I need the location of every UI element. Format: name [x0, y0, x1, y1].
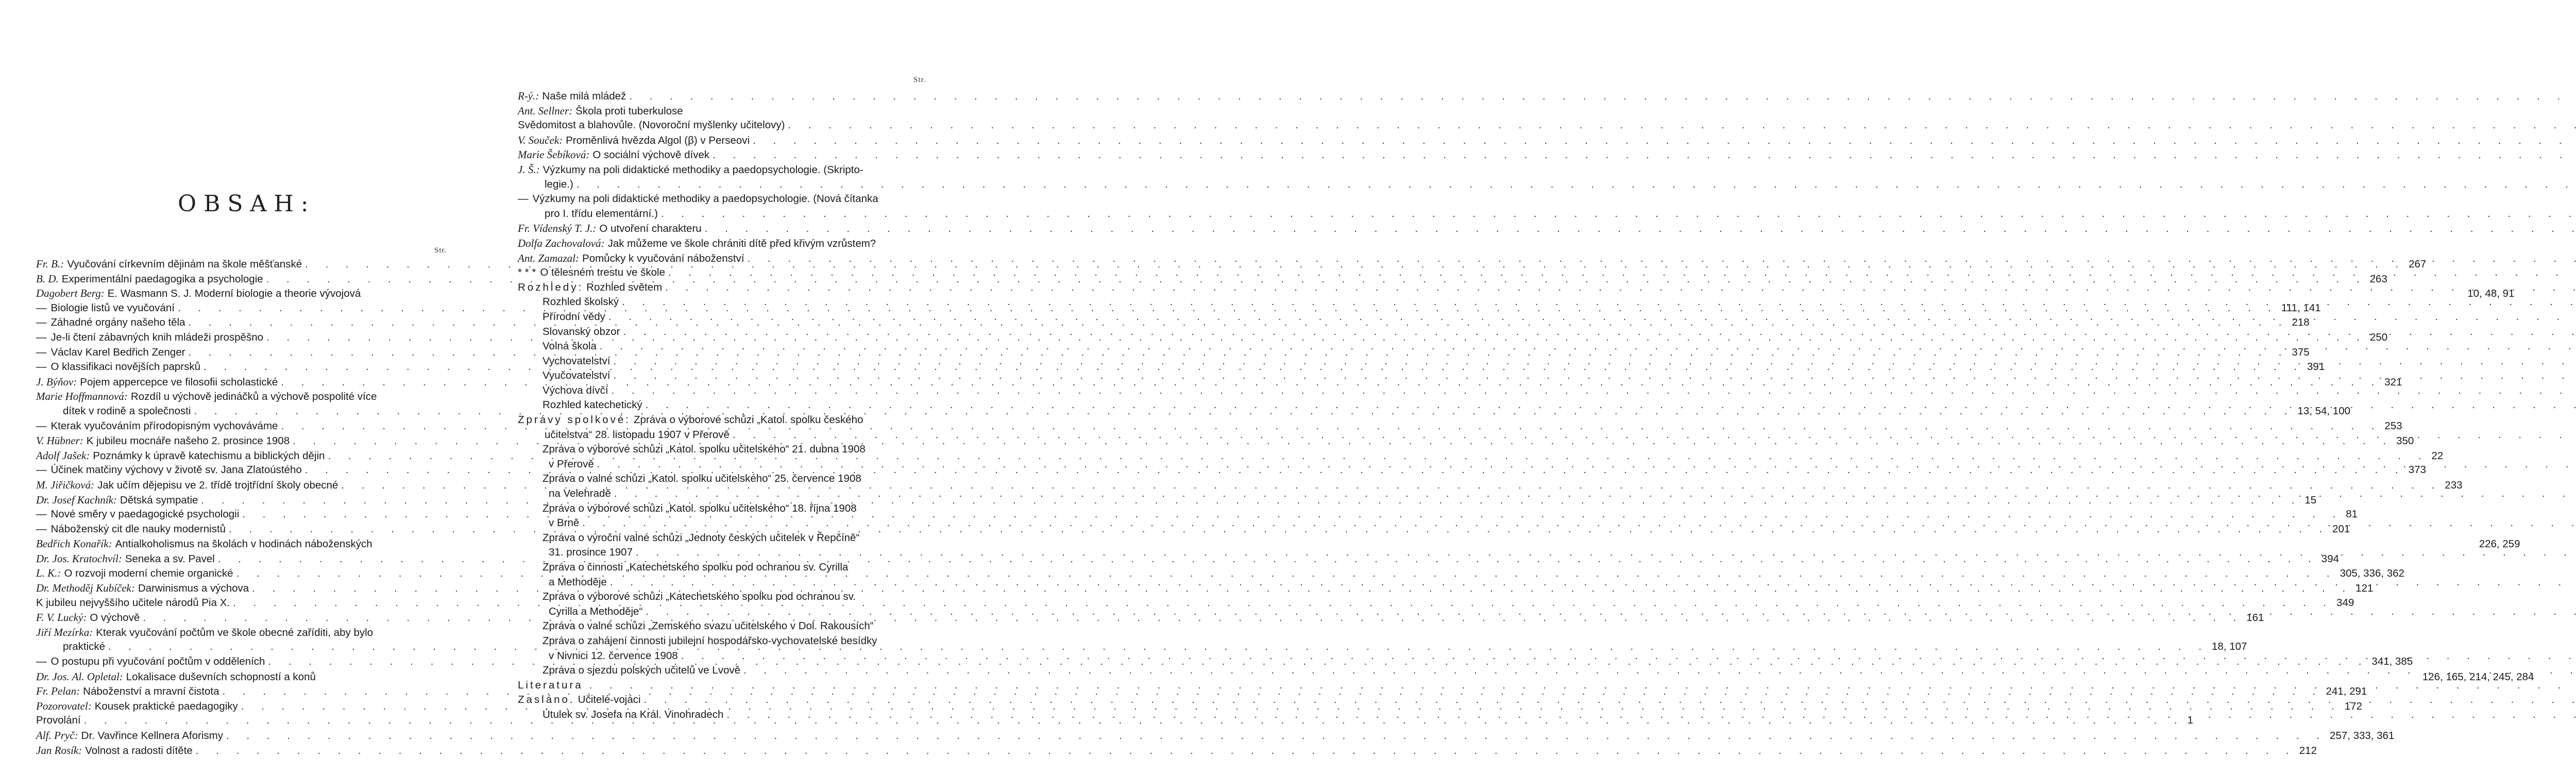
toc-title: Darwinismus a výchova [138, 582, 249, 595]
toc-title: Provolání [36, 714, 81, 727]
toc-leader [726, 708, 2576, 722]
toc-entry-line [518, 649, 936, 664]
toc-title-continued: v Nivnici 12. července 1908 [549, 649, 678, 662]
toc-entry-line [518, 604, 936, 619]
toc-author: * * * [518, 266, 536, 279]
toc-pages: 18, 107 [2212, 641, 2247, 653]
toc-author: — [36, 523, 47, 535]
toc-title: Volná škola [543, 340, 597, 352]
toc-leader [608, 310, 2576, 325]
toc-title: Učitelé-vojáci [578, 694, 641, 706]
toc-title: O klassifikaci novějších paprsků [50, 361, 201, 373]
toc-leader [636, 545, 2576, 560]
toc-author: V. Hübner: [36, 434, 83, 447]
toc-entry-line [518, 251, 2576, 266]
toc-pages: 321 [2384, 376, 2402, 388]
toc-pages: 241, 291 [2326, 685, 2367, 698]
toc-author: Ant. Zamazal: [518, 251, 580, 264]
toc-title: Výzkumy na poli didaktické methodiky a paedopsychologie. (Nová čítanka [532, 193, 878, 205]
toc-title-continued: Cyrilla a Methoděje“ [549, 605, 643, 617]
toc-title: Václav Karel Bedřich Zenger [50, 346, 185, 358]
toc-entry [518, 295, 936, 310]
toc-entry-line [518, 383, 2576, 398]
toc-author: — [36, 361, 47, 373]
toc-pages: 201 [2332, 523, 2350, 535]
toc-title: Zpráva o činnosti „Katechetského spolku pod ochranou sv. Cyrilla [543, 561, 849, 573]
toc-section-name: Rozhledy: [518, 281, 584, 293]
toc-title: Zpráva o valné schůzi „Katol. spolku učitelského“ 25. července 1908 [543, 473, 861, 485]
toc-title: Proměnlivá hvězda Algol (β) v Perseovi [566, 134, 750, 146]
toc-title: Jak učím dějepisu ve 2. třídě trojtřídní školy obecné [97, 479, 338, 491]
toc-leader [614, 486, 2576, 501]
toc-leader [713, 148, 2576, 163]
toc-author: Bedřich Konařík: [36, 537, 112, 550]
toc-entry-line [518, 472, 936, 486]
toc-title-continued: v Přerově [549, 458, 594, 470]
toc-title-continued: učitelstva“ 28. listopadu 1907 v Přerově [545, 428, 730, 441]
toc-entry-line [518, 501, 936, 516]
toc-author: Alf. Pryč: [36, 729, 78, 742]
toc-entry-line [518, 177, 936, 192]
toc-author: J. Š.: [518, 163, 540, 176]
toc-entry-line [518, 693, 2576, 708]
toc-title-continued: pro I. třídu elementární.) [545, 207, 658, 220]
toc-entry [518, 619, 936, 634]
toc-author: Fr. B.: [36, 258, 64, 270]
toc-title: Zpráva o výroční valné schůzi „Jednoty českých učitelek v Řepčíně“ [543, 531, 860, 544]
toc-title: Kousek praktické paedagogiky [94, 700, 238, 712]
toc-title: Zpráva o výborové schůzi „Katol. spolku učitelského“ 21. dubna 1908 [543, 443, 866, 456]
toc-pages: 13, 54, 100 [2297, 405, 2351, 417]
toc-entry-line [518, 619, 2576, 634]
toc-entry-line [518, 575, 936, 590]
toc-title: Pomůcky k vyučování náboženství [582, 252, 744, 264]
toc-pages: 10, 48, 91 [2467, 288, 2515, 300]
toc-author: Dr. Josef Kachník: [36, 493, 117, 506]
toc-leader [613, 354, 2576, 369]
toc-entry [518, 339, 936, 354]
toc-entry-line [518, 147, 2576, 162]
toc-entry-line [518, 708, 2576, 722]
toc-title: O tělesném trestu ve škole [540, 266, 666, 279]
toc-title: Zpráva o valné schůzi „Zemského svazu učitelského v Dol. Rakousích“ [543, 620, 874, 632]
toc-title: Vychovatelství [543, 355, 611, 367]
toc-title: Slovanský obzor [543, 325, 620, 338]
toc-leader [582, 516, 2576, 531]
toc-entry [518, 221, 936, 236]
toc-entry-line [518, 442, 936, 457]
toc-entry [518, 708, 936, 722]
toc-entry [518, 678, 936, 693]
toc-entry-line [518, 236, 2576, 251]
toc-title: Kterak vyučování počtům ve škole obecné zaříditi, aby bylo [96, 626, 374, 638]
toc-pages: 263 [2369, 273, 2387, 285]
toc-pages: 212 [2299, 744, 2317, 757]
toc-entry [518, 325, 936, 340]
toc-pages: 111, 141 [2281, 301, 2321, 314]
toc-title: Zpráva o výborové schůzi „Katechetského spolku pod ochranou sv. [543, 591, 856, 603]
toc-title: Zpráva o zahájení činnosti jubilejní hospodářsko-vychovatelské besídky [543, 634, 877, 647]
toc-title-continued: 31. prosince 1907 [549, 546, 633, 559]
toc-title: Škola proti tuberkulose [575, 105, 683, 117]
toc-entry-line [518, 339, 2576, 354]
toc-entry-line [36, 728, 2394, 743]
toc-entry [518, 251, 936, 266]
toc-title: Zpráva o výborové schůzi „Katol. spolku učitelského“ 18. října 1908 [543, 502, 857, 514]
toc-leader [705, 222, 2576, 237]
toc-leader [661, 207, 2576, 222]
toc-pages: 15 [2304, 494, 2317, 506]
toc-title: Útulek sv. Josefa na Král. Vinohradech [543, 708, 724, 720]
toc-title: Rozhled světem [586, 281, 663, 293]
toc-entry-line [518, 133, 2576, 148]
toc-entry-line [518, 368, 2576, 383]
toc-leader [613, 368, 2576, 383]
toc-entry [518, 634, 936, 663]
toc-leader [622, 295, 2576, 310]
toc-leader [600, 339, 2576, 354]
toc-title: Zpráva o výborové schůzi „Katol. spolku českého [633, 414, 863, 426]
toc-entry-line [518, 104, 2576, 119]
toc-leader [589, 678, 2576, 693]
toc-entry [518, 368, 936, 383]
toc-pages: 126, 165, 214, 245, 284 [2422, 670, 2534, 683]
toc-leader [665, 280, 2576, 295]
toc-entry-line [518, 545, 936, 560]
toc-entry-line [518, 325, 2576, 340]
toc-author: — [36, 301, 47, 314]
toc-title: Rozhled katechetický [543, 399, 642, 411]
toc-author: L. K.: [36, 567, 61, 580]
toc-pages: 394 [2321, 552, 2340, 565]
toc-pages: 81 [2346, 508, 2358, 520]
toc-title: Přírodní vědy [543, 310, 605, 323]
toc-author: Marie Hoffmannová: [36, 390, 128, 403]
toc-entry [518, 560, 936, 590]
toc-author: — [36, 331, 47, 343]
toc-leader [612, 383, 2576, 398]
toc-title: Biologie listů ve vyučování [50, 301, 175, 314]
toc-pages: 233 [2445, 479, 2463, 491]
toc-title: Antialkoholismus na školách v hodinách náboženských [115, 538, 372, 550]
toc-title: Je-li čtení zábavných knih mládeži prospěšno [50, 331, 263, 343]
toc-pages: 161 [2246, 612, 2264, 624]
toc-entry-line [518, 663, 2576, 678]
toc-leader [668, 265, 2576, 280]
toc-pages: 218 [2292, 316, 2310, 329]
toc-entry-line [518, 207, 936, 222]
toc-author: — [36, 346, 47, 358]
toc-title: Dětská sympatie [120, 494, 198, 506]
toc-title: O postupu při vyučování počtům v odděleních [50, 656, 265, 668]
toc-entry-line [518, 634, 936, 649]
toc-entry [518, 192, 936, 221]
toc-author: — [36, 508, 47, 520]
page-column-label: Str. [913, 76, 926, 84]
toc-title: Poznámky k úpravě katechismu a biblických dějin [93, 449, 325, 462]
toc-entry [518, 472, 936, 501]
page-column-label: Str. [434, 246, 447, 255]
toc-leader [577, 177, 2576, 192]
toc-section-name: Zasláno. [518, 694, 575, 706]
toc-author: Dolfa Zachovalová: [518, 237, 605, 249]
toc-author: R-ý.: [518, 90, 539, 102]
toc-title-continued: praktické [63, 641, 106, 653]
toc-title: Kterak vyučováním přírodopisným vychováváme [50, 419, 278, 432]
toc-author: B. D. [36, 272, 59, 285]
toc-entry [518, 89, 936, 104]
toc-author: F. V. Lucký: [36, 611, 87, 624]
toc-author: Ant. Sellner: [518, 104, 573, 117]
toc-title: O sociální výchově dívek [592, 149, 710, 161]
toc-pages: 373 [2408, 464, 2426, 476]
toc-entry [518, 501, 936, 531]
toc-pages: 341, 385 [2371, 656, 2413, 668]
toc-pages: 349 [2336, 596, 2354, 609]
toc-entry [518, 118, 936, 133]
toc-entry-line [518, 457, 936, 472]
toc-title: Náboženský cit dle nauky modernistů [50, 523, 226, 535]
toc-title: O rozvoji moderní chemie organické [64, 567, 233, 580]
toc-entry-line [518, 531, 936, 546]
toc-right [518, 89, 936, 722]
toc-entry-line [518, 516, 936, 531]
toc-author: Dagobert Berg: [36, 287, 105, 300]
toc-entry [518, 104, 936, 119]
toc-title: Výchova dívčí [543, 384, 608, 396]
toc-leader [196, 744, 2296, 759]
toc-entry-line [518, 413, 936, 428]
toc-author: J. Býňov: [36, 375, 77, 388]
toc-entry-line [518, 265, 2576, 280]
toc-author: Dr. Jos. Kratochvíl: [36, 552, 122, 565]
toc-author: Fr. Vídenský T. J.: [518, 222, 597, 235]
toc-title-continued: dítek v rodině a společnosti [63, 405, 191, 417]
toc-pages: 1 [2187, 714, 2193, 727]
toc-title: Jak můžeme ve škole chrániti dítě před křivým vzrůstem? [607, 237, 876, 249]
toc-entry [518, 147, 936, 162]
toc-entry-line [518, 560, 936, 575]
toc-title: Rozdíl u výchově jedináčků a výchově pospolité více [130, 391, 377, 403]
toc-entry-line [518, 590, 936, 604]
toc-entry-line [518, 118, 2576, 133]
toc-entry-line [518, 354, 2576, 369]
toc-title-continued: v Brně [549, 517, 580, 529]
toc-leader [748, 251, 2576, 266]
toc-leader [753, 133, 2576, 148]
toc-author: — [36, 656, 47, 668]
toc-pages: 350 [2396, 435, 2414, 447]
toc-entry [518, 162, 936, 192]
toc-entry [518, 236, 936, 251]
toc-title: Nové směry v paedagogické psychologii [50, 508, 240, 520]
toc-title: Experimentální paedagogika a psychologie [61, 273, 263, 285]
toc-entry [518, 265, 936, 280]
toc-leader [610, 575, 2576, 590]
toc-title-continued: legie.) [545, 178, 573, 190]
toc-pages: 253 [2384, 419, 2402, 432]
toc-leader [788, 118, 2576, 133]
toc-title: Lokalisace duševních schopností a konů [126, 670, 316, 683]
toc-title-continued: na Velehradě [549, 488, 611, 500]
toc-author: M. Jiřičková: [36, 478, 95, 491]
toc-entry [518, 442, 936, 472]
toc-pages: 305, 336, 362 [2340, 567, 2404, 580]
toc-entry-line [518, 192, 936, 207]
toc-author: — [518, 193, 529, 205]
toc-author: Jiří Mezírka: [36, 626, 93, 638]
toc-title: Seneka a sv. Pavel [125, 552, 215, 565]
toc-pages: 375 [2292, 346, 2310, 358]
toc-title: Vyučování církevním dějinám na škole měšťanské [67, 258, 302, 270]
toc-title: K jubileu nejvyššího učitele národů Pia X. [36, 596, 230, 609]
toc-leader [623, 325, 2576, 340]
toc-title: Svědomitost a blahovůle. (Novoroční myšlenky učitelovy) [518, 119, 785, 131]
toc-title: Náboženství a mravní čistota [83, 685, 219, 698]
toc-entry [518, 354, 936, 369]
toc-title: E. Wasmann S. J. Moderní biologie a theorie vývojová [107, 288, 361, 300]
toc-author: — [36, 464, 47, 476]
toc-pages: 22 [2431, 449, 2444, 462]
toc-pages: 250 [2369, 331, 2388, 343]
toc-title: Výzkumy na poli didaktické methodiky a paedopsychologie. (Skripto- [543, 163, 863, 176]
toc-leader [733, 428, 2576, 443]
toc-entry-line [36, 389, 456, 404]
toc-entry [518, 133, 936, 148]
toc-title: O utvoření charakteru [599, 223, 702, 235]
toc-entry-line [518, 310, 2576, 325]
toc-entry [518, 531, 936, 560]
toc-pages: 172 [2344, 700, 2362, 712]
toc-leader [597, 457, 2576, 472]
toc-author: Jan Rosík: [36, 744, 82, 757]
toc-leader [681, 649, 2576, 664]
toc-pages: 391 [2307, 361, 2325, 373]
toc-entry [518, 663, 936, 678]
toc-title-continued: a Methoděje [549, 576, 607, 588]
toc-entry [518, 398, 936, 413]
toc-pages: 267 [2409, 258, 2427, 270]
toc-pages: 121 [2355, 582, 2374, 595]
toc-entry [518, 310, 936, 325]
toc-entry-line [518, 678, 2576, 693]
toc-title: Vyučovatelství [543, 369, 611, 382]
toc-section-name: Zprávy spolkové: [518, 414, 631, 426]
toc-leader [644, 693, 2576, 708]
toc-title: Dr. Vavřince Kellnera Aforismy [81, 730, 223, 742]
toc-entry [518, 383, 936, 398]
toc-entry-line [518, 486, 936, 501]
toc-pages: 226, 259 [2479, 538, 2520, 550]
toc-entry [36, 743, 2317, 758]
toc-author: V. Souček: [518, 133, 563, 146]
toc-section-name: Literatura [518, 679, 583, 691]
toc-title: Zpráva o sjezdu polských učitelů ve Lvově [543, 664, 741, 677]
toc-entry-line [518, 221, 2576, 236]
toc-entry-line [518, 280, 2576, 295]
toc-entry [518, 693, 936, 708]
toc-leader [629, 89, 2576, 104]
toc-author: Marie Šebíková: [518, 148, 590, 161]
toc-title: K jubileu mocnáře našeho 2. prosince 1908 [86, 435, 290, 447]
toc-entry [518, 280, 936, 295]
toc-author: Pozorovatel: [36, 699, 92, 712]
toc-leader [646, 398, 2576, 413]
toc-entry [36, 728, 2395, 743]
toc-author: Fr. Pelan: [36, 685, 80, 698]
toc-author: — [36, 419, 47, 432]
toc-leader [743, 663, 2576, 678]
toc-entry-line [36, 625, 456, 640]
toc-title: Účinek matčiny výchovy v životě sv. Jana Zlatoústého [50, 464, 302, 476]
toc-title: O výchově [90, 612, 140, 624]
toc-entry-line [36, 743, 2317, 758]
toc-entry [518, 413, 936, 442]
toc-leader [646, 604, 2576, 619]
toc-author: Dr. Jos. Al. Opletal: [36, 670, 123, 683]
toc-author: — [36, 316, 47, 329]
toc-title: Naše milá mládež [542, 90, 626, 102]
toc-title: Volnost a radosti dítěte [85, 744, 193, 757]
toc-entry-line [518, 162, 936, 177]
toc-entry-line [518, 89, 2576, 104]
toc-entry-line [518, 295, 2576, 310]
toc-title: Rozhled školský [543, 296, 619, 308]
toc-entry-line [518, 398, 2576, 413]
toc-author: Dr. Methoděj Kubíček: [36, 582, 135, 595]
toc-entry [518, 590, 936, 619]
toc-leader [226, 729, 2327, 744]
toc-pages: 257, 333, 361 [2329, 730, 2395, 742]
toc-author: Adolf Jašek: [36, 449, 90, 462]
toc-title: Záhadné orgány našeho těla [50, 316, 185, 329]
page-title: OBSAH: [178, 191, 316, 217]
toc-title: Pojem appercepce ve filosofii scholastické [80, 376, 278, 388]
toc-entry-line [518, 428, 936, 443]
